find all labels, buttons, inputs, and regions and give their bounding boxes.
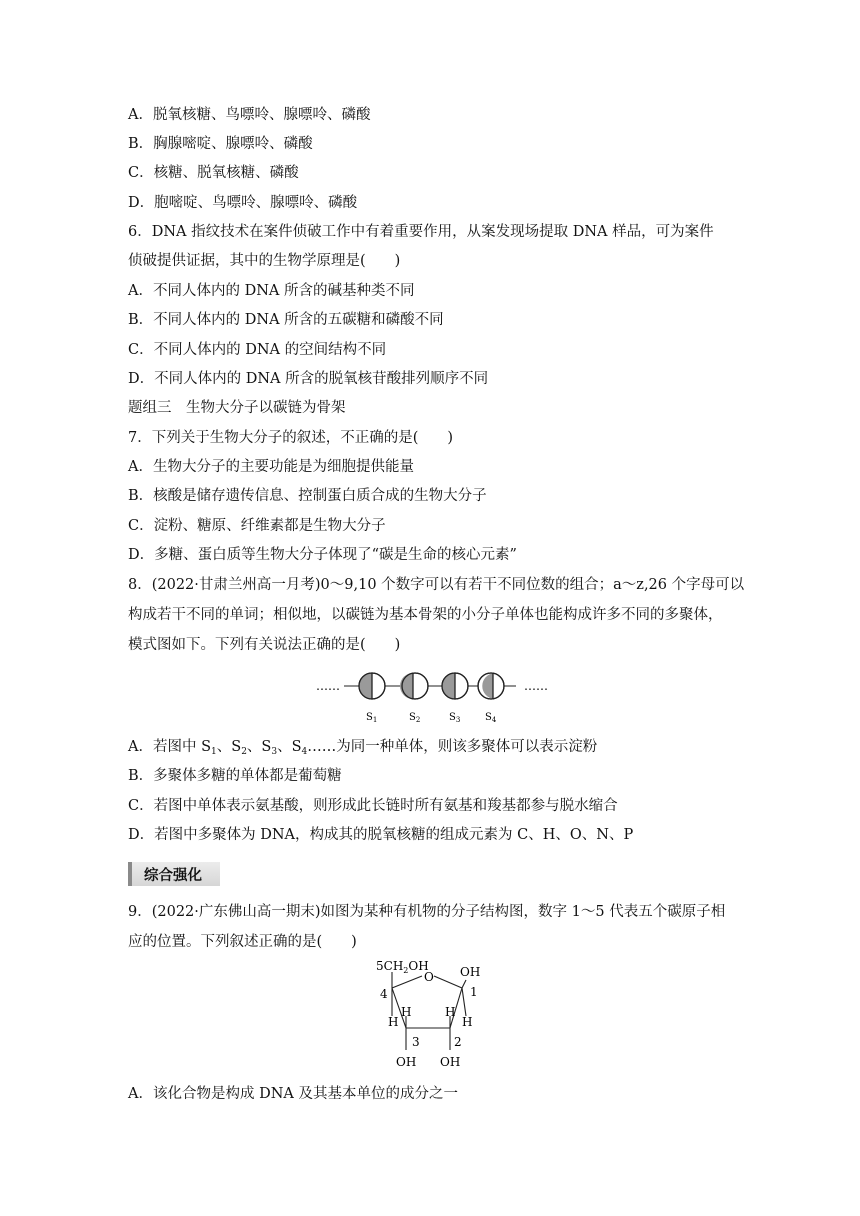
- monomer-s1: [359, 673, 385, 699]
- c2-h-label: H: [445, 1005, 456, 1019]
- carbon-4-number: 4: [380, 987, 388, 1001]
- q9-stem-line1: 9．(2022·广东佛山高一期末)如图为某种有机物的分子结构图，数字 1～5 代表五个碳原子相: [128, 904, 726, 920]
- q7-option-b: B．核酸是储存遗传信息、控制蛋白质合成的生物大分子: [128, 488, 487, 504]
- label-s2: $S_2$: [409, 712, 421, 724]
- q7-option-a: A．生物大分子的主要功能是为细胞提供能量: [128, 459, 414, 475]
- polymer-diagram: [310, 664, 560, 726]
- q5-option-c: C．核糖、脱氧核糖、磷酸: [128, 165, 299, 181]
- section-heading-label: 综合强化: [144, 868, 202, 884]
- carbon-3-number: 3: [412, 1035, 420, 1049]
- group3-title: 题组三 生物大分子以碳链为骨架: [128, 400, 346, 416]
- c5-group-label: $5CH_2OH$: [376, 959, 429, 975]
- q8-stem-line1: 8．(2022·甘肃兰州高一月考)0～9,10 个数字可以有若干不同位数的组合；a～z,26 个字母可以: [128, 577, 745, 593]
- q5-option-d: D．胞嘧啶、鸟嘌呤、腺嘌呤、磷酸: [128, 195, 358, 211]
- q9-stem-line2: 应的位置。下列叙述正确的是( ): [128, 934, 357, 950]
- c1-oh-label: OH: [460, 965, 481, 979]
- q8-option-c: C．若图中单体表示氨基酸，则形成此长链时所有氨基和羧基都参与脱水缩合: [128, 798, 618, 814]
- q6-option-b: B．不同人体内的 DNA 所含的五碳糖和磷酸不同: [128, 312, 444, 328]
- label-s1: $S_1$: [366, 712, 378, 724]
- ribose-structure-diagram: [370, 958, 500, 1078]
- c3-oh-label: OH: [396, 1055, 417, 1069]
- label-s4: $S_4$: [485, 712, 497, 724]
- q7-option-d: D．多糖、蛋白质等生物大分子体现了“碳是生命的核心元素”: [128, 547, 517, 563]
- q6-stem-line1: 6．DNA 指纹技术在案件侦破工作中有着重要作用，从案发现场提取 DNA 样品，可为案件: [128, 224, 714, 240]
- label-s3: $S_3$: [449, 712, 461, 724]
- q5-option-b: B．胸腺嘧啶、腺嘌呤、磷酸: [128, 136, 313, 152]
- q7-option-c: C．淀粉、糖原、纤维素都是生物大分子: [128, 518, 386, 534]
- q8-stem-line2: 构成若干不同的单词；相似地，以碳链为基本骨架的小分子单体也能构成许多不同的多聚体，: [128, 607, 723, 623]
- monomer-s2: [400, 673, 428, 699]
- ring-oxygen-label: O: [424, 970, 434, 984]
- bond-o-c1: [434, 976, 462, 988]
- bond-c4-o: [392, 976, 422, 988]
- q5-option-a: A．脱氧核糖、鸟嘌呤、腺嘌呤、磷酸: [128, 107, 371, 123]
- carbon-1-number: 1: [470, 985, 478, 999]
- q8-option-a: A．若图中 $S_1$、$S_2$、$S_3$、$S_4\dots\dots$为同一种单体，则该多聚体可以表示淀粉: [128, 739, 598, 757]
- q8-option-d: D．若图中多聚体为 DNA，构成其的脱氧核糖的组成元素为 C、H、O、N、P: [128, 827, 634, 843]
- section-heading: [128, 862, 220, 886]
- q6-stem-line2: 侦破提供证据，其中的生物学原理是( ): [128, 253, 401, 269]
- q6-option-a: A．不同人体内的 DNA 所含的碱基种类不同: [128, 283, 415, 299]
- dots-right: ……: [524, 679, 548, 693]
- q7-stem: 7．下列关于生物大分子的叙述，不正确的是( ): [128, 430, 454, 446]
- c1-h-label: H: [462, 1015, 473, 1029]
- q8-stem-line3: 模式图如下。下列有关说法正确的是( ): [128, 637, 401, 653]
- bond-c1-h: [462, 988, 466, 1016]
- dots-left: ……: [316, 679, 340, 693]
- monomer-s3: [442, 673, 468, 699]
- c3-h-label: H: [401, 1005, 412, 1019]
- monomer-s4: [478, 673, 504, 699]
- c2-oh-label: OH: [440, 1055, 461, 1069]
- q8-option-b: B．多聚体多糖的单体都是葡萄糖: [128, 768, 342, 784]
- q9-option-a: A．该化合物是构成 DNA 及其基本单位的成分之一: [128, 1086, 458, 1102]
- bond-c1-oh: [462, 980, 466, 988]
- q6-option-c: C．不同人体内的 DNA 的空间结构不同: [128, 342, 387, 358]
- c4-h-label: H: [388, 1015, 399, 1029]
- carbon-2-number: 2: [454, 1035, 462, 1049]
- q6-option-d: D．不同人体内的 DNA 所含的脱氧核苷酸排列顺序不同: [128, 371, 489, 387]
